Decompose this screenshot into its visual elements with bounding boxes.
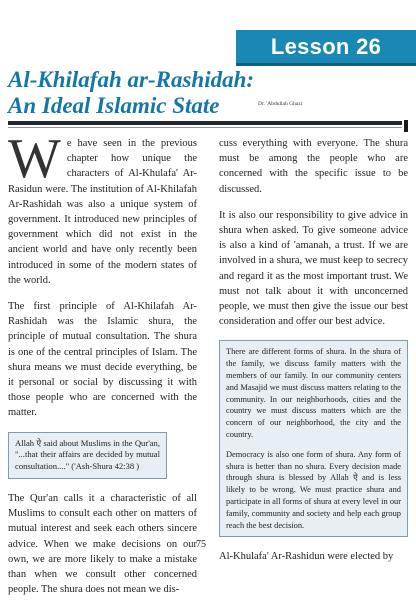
chapter-title-line-1: Al-Khilafah ar-Rashidah:: [8, 67, 255, 92]
intro-paragraph-text: e have seen in the previous chapter how unique the characters of Al-Khulafa' Ar-Rasidun were. The institution of Al-Khilafah Ar-Rashidah was also a unique system of government. It introduced new principles of government which did not exist in the ancient world and have only recently been introduced in some of the modern states of the world.: [8, 138, 197, 286]
democracy-text: Democracy is also one form of shura. Any form of shura is better than no shura. Every decision made through shura is blessed by Allah ऐ and is less likely to be wrong. We must practice shura and participate in all forms of shura at every level in our family, community and society and help each group reach the best decision.: [226, 449, 401, 530]
quran-quote-text: Allah ऐ said about Muslims in the Qur'an, "...that their affairs are decided by mutual consultation...." ('Ash-Shura 42:38 ): [15, 437, 160, 472]
intro-paragraph: [8, 128, 197, 288]
lesson-label: Lesson 26: [270, 33, 382, 59]
page-number: 75: [196, 539, 206, 550]
author-credit: Dr. 'Abdullah Ghazi: [258, 101, 303, 107]
title-rule-thick: [8, 121, 402, 125]
drop-cap: W: [8, 128, 61, 190]
page-edge-mark: [404, 120, 408, 132]
forms-of-shura-text: There are different forms of shura. In the shura of the family, we discuss family matters with the members of our family. In our community centers and Masajid we must discuss matters relating to the community. In our neighborhoods, cities and the country we must discuss matters which are the concern of our neighborhood, the city and the country.: [226, 347, 401, 440]
title-rule-thin: [8, 127, 402, 128]
right-column: [219, 136, 408, 576]
shura-continued-paragraph: cuss everything with everyone. The shura must be among the people who are concerned with the specific issue to be discussed.: [219, 138, 408, 195]
left-column: [8, 128, 197, 608]
advice-responsibility-paragraph: It is also our responsibility to give advice in shura when asked. To give someone advice is also a kind of 'amanah, a trust. If we are involved in a shura, we must keep to secrecy and regard it as the most important trust. We must not talk about it with unconcerned people, we must then give the issue our best consideration and offer our best advice.: [219, 209, 408, 328]
lesson-banner: [236, 30, 416, 66]
consultation-paragraph: The Qur'an calls it a characteristic of all Muslims to consult each other on matters of mutual interest and seek each others sincere advice. When we make decisions on our own, we are more likely to make a mistake than when we consult other concerned people. The shura does not mean we dis-: [8, 493, 197, 596]
khulafa-elected-paragraph: Al-Khulafa' Ar-Rashidun were elected by: [219, 551, 394, 563]
shura-principle-paragraph: The first principle of Al-Khilafah Ar-Rashidah was the Islamic shura, the principle of mutual consultation. The shura is one of the central principles of Islam. The shura means we must decide everything, be it personal or social by discussing it with those people who are concerned with the matter.: [8, 301, 197, 419]
quran-quote-box: [8, 432, 167, 479]
chapter-title-line-2: An Ideal Islamic State: [8, 93, 220, 118]
forms-of-shura-box: [219, 340, 408, 537]
